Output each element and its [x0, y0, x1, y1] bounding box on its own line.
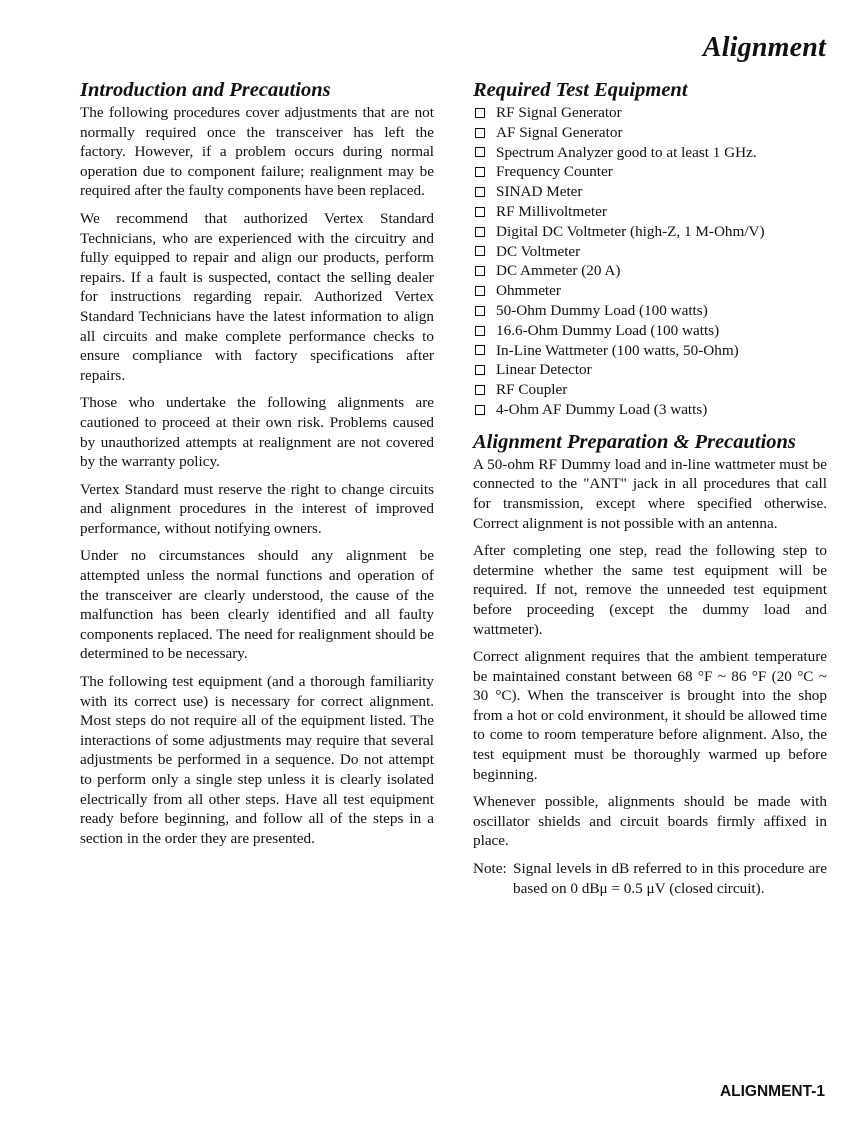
paragraph: The following procedures cover adjustments that are not normally required once the transceiver has left the factory. However, if a problem occurs during normal operation due to component failure; realignment may be required after the faulty components have been replaced.: [80, 104, 434, 200]
list-item: Linear Detector: [473, 360, 827, 380]
checkbox-icon: [475, 227, 485, 237]
list-item: Ohmmeter: [473, 281, 827, 301]
page-number: ALIGNMENT-1: [719, 1083, 825, 1100]
list-item: Frequency Counter: [473, 162, 827, 182]
list-item: 50-Ohm Dummy Load (100 watts): [473, 301, 827, 321]
checkbox-icon: [475, 306, 485, 316]
paragraph: The following test equipment (and a thorough familiarity with its correct use) is necessary for correct alignment. Most steps do not require all of the equipment listed. The interactions of some adjustments may require that several adjustments be performed in a sequence. Do not attempt to perform only a single step unless it is clearly isolated electrically from all other steps. Have all test equipment ready before beginning, and follow all of the steps in a section in the order they are presented.: [80, 673, 434, 847]
list-item: In-Line Wattmeter (100 watts, 50-Ohm): [473, 341, 827, 361]
checkbox-icon: [475, 365, 485, 375]
checkbox-icon: [475, 266, 485, 276]
paragraph: Whenever possible, alignments should be made with oscillator shields and circuit boards firmly affixed in place.: [473, 793, 827, 850]
paragraph: Correct alignment requires that the ambient temperature be maintained constant between 68 °F ~ 86 °F (20 °C ~ 30 °C). When the transceiver is brought into the shop from a hot or cold environment, it should be allowed time to come to room temperature before alignment. Also, the test equipment must be thoroughly warmed up before beginning.: [473, 648, 827, 783]
list-item: RF Signal Generator: [473, 103, 827, 123]
list-item: SINAD Meter: [473, 182, 827, 202]
list-item: RF Millivoltmeter: [473, 202, 827, 222]
list-item: DC Voltmeter: [473, 242, 827, 262]
checkbox-icon: [475, 108, 485, 118]
checkbox-icon: [475, 128, 485, 138]
section-heading-preparation: Alignment Preparation & Precautions: [473, 430, 796, 453]
list-item: RF Coupler: [473, 380, 827, 400]
paragraph: Under no circumstances should any alignment be attempted unless the normal functions and operation of the transceiver are clearly understood, the cause of the malfunction has been clearly identified and all faulty components replaced. The need for realignment should be determined to be necessary.: [80, 547, 434, 663]
checkbox-icon: [475, 207, 485, 217]
list-item: 4-Ohm AF Dummy Load (3 watts): [473, 400, 827, 420]
left-column: [80, 78, 434, 856]
paragraph: Vertex Standard must reserve the right to change circuits and alignment procedures in the interest of improved performance, without notifying owners.: [80, 480, 434, 537]
checkbox-icon: [475, 326, 485, 336]
section-heading-equipment: Required Test Equipment: [473, 79, 688, 101]
paragraph: We recommend that authorized Vertex Standard Technicians, who are experienced with the circuitry and fully equipped to repair and align our products, perform repairs. If a fault is suspected, contact the selling dealer for instructions regarding repair. Authorized Vertex Standard Technicians have the latest information to align all circuits and make complete performance checks to ensure compliance with factory specifications after repairs.: [80, 209, 434, 384]
checkbox-icon: [475, 167, 485, 177]
paragraph: A 50-ohm RF Dummy load and in-line wattmeter must be connected to the "ANT" jack in all procedures that call for transmission, except where specified otherwise. Correct alignment is not possible with an antenna.: [473, 455, 827, 532]
note: [473, 859, 827, 898]
checkbox-icon: [475, 385, 485, 395]
list-item: Digital DC Voltmeter (high-Z, 1 M-Ohm/V): [473, 222, 827, 242]
checkbox-icon: [475, 345, 485, 355]
checkbox-icon: [475, 187, 485, 197]
equipment-list: [473, 103, 827, 420]
list-item: DC Ammeter (20 A): [473, 261, 827, 281]
list-item: 16.6-Ohm Dummy Load (100 watts): [473, 321, 827, 341]
checkbox-icon: [475, 246, 485, 256]
checkbox-icon: [475, 147, 485, 157]
checkbox-icon: [475, 286, 485, 296]
note-label: Note:: [473, 860, 507, 878]
paragraph: After completing one step, read the following step to determine whether the same test equipment will be required. If not, remove the unneeded test equipment before proceeding (except the dummy load and wattmeter).: [473, 542, 827, 638]
note-text: Signal levels in dB referred to in this procedure are based on 0 dBμ = 0.5 μV (closed circuit).: [513, 860, 827, 897]
paragraph: Those who undertake the following alignments are cautioned to proceed at their own risk. Problems caused by unauthorized attempts at realignment are not covered by the warranty policy.: [80, 394, 434, 471]
list-item: Spectrum Analyzer good to at least 1 GHz.: [473, 143, 827, 163]
checkbox-icon: [475, 405, 485, 415]
list-item: AF Signal Generator: [473, 123, 827, 143]
page-title: Alignment: [702, 32, 826, 63]
right-column: [473, 78, 827, 898]
section-heading-introduction: Introduction and Precautions: [80, 79, 331, 101]
